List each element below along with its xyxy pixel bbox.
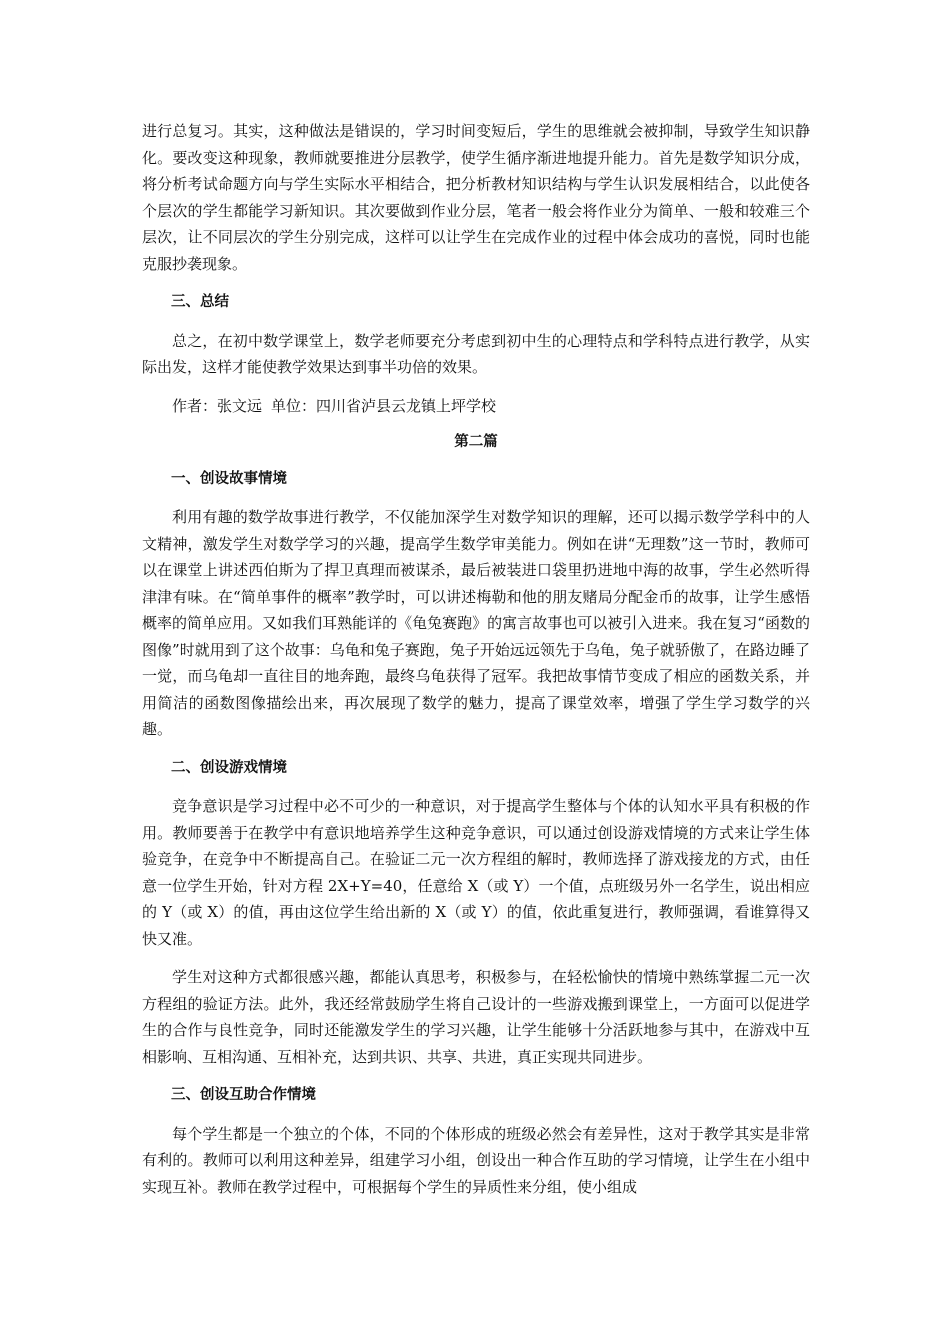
author-unit: 单位：四川省泸县云龙镇上坪学校 [271,396,497,415]
section-title: 第二篇 [454,434,498,450]
heading-story: 一、创设故事情境 [171,470,287,487]
paragraph-summary: 总之，在初中数学课堂上，数学老师要充分考虑到初中生的心理特点和学科特点进行教学，从实际出发，这样才能使教学效果达到事半功倍的效果。 [142,331,810,376]
author-line [142,393,810,420]
heading-game: 二、创设游戏情境 [171,759,287,776]
heading-summary: 三、总结 [171,294,229,310]
heading-cooperation: 三、创设互助合作情境 [171,1087,316,1103]
author-name: 作者：张文远 [172,396,263,415]
paragraph-cooperation: 每个学生都是一个独立的个体，不同的个体形成的班级必然会有差异性，这对于教学其实是非常有利的。教师可以利用这种差异，组建学习小组，创设出一种合作互助的学习情境，让学生在小组中实现互补。教师在教学过程中，可根据每个学生的异质性来分组，使小组成 [142,1124,810,1196]
paragraph-game-1: 竞争意识是学习过程中必不可少的一种意识，对于提高学生整体与个体的认知水平具有积极的作用。教师要善于在教学中有意识地培养学生这种竞争意识，可以通过创设游戏情境的方式来让学生体验竞争，在竞争中不断提高自己。在验证二元一次方程组的解时，教师选择了游戏接龙的方式，由任意一位学生开始，针对方程 2X+Y=40，任意给 X（或 Y）一个值，点班级另外一名学生，说出相应的 Y（或 X）的值，再由这位学生给出新的 X（或 Y）的值，依此重复进行，教师强调，看谁算得又快又准。 [142,797,810,948]
paragraph-game-2: 学生对这种方式都很感兴趣，都能认真思考，积极参与，在轻松愉快的情境中熟练掌握二元一次方程组的验证方法。此外，我还经常鼓励学生将自己设计的一些游戏搬到课堂上，一方面可以促进学生的合作与良性竞争，同时还能激发学生的学习兴趣，让学生能够十分活跃地参与其中，在游戏中互相影响、互相沟通、互相补充，达到共识、共享、共进，真正实现共同进步。 [142,968,810,1066]
document-page [142,118,810,1200]
paragraph-review: 进行总复习。其实，这种做法是错误的，学习时间变短后，学生的思维就会被抑制，导致学生知识静化。要改变这种现象，教师就要推进分层教学，使学生循序渐进地提升能力。首先是数学知识分成，将分析考试命题方向与学生实际水平相结合，把分析教材知识结构与学生认识发展相结合，以此使各个层次的学生都能学习新知识。其次要做到作业分层，笔者一般会将作业分为简单、一般和较难三个层次，让不同层次的学生分别完成，这样可以让学生在完成作业的过程中体会成功的喜悦，同时也能克服抄袭现象。 [142,122,810,273]
paragraph-story: 利用有趣的数学故事进行教学，不仅能加深学生对数学知识的理解，还可以揭示数学学科中的人文精神，激发学生对数学学习的兴趣，提高学生数学审美能力。例如在讲“无理数”这一节时，教师可以在课堂上讲述西伯斯为了捍卫真理而被谋杀，最后被装进口袋里扔进地中海的故事，学生必然听得津津有味。在“简单事件的概率”教学时，可以讲述梅勒和他的朋友赌局分配金币的故事，让学生感悟概率的简单应用。又如我们耳熟能详的《龟兔赛跑》的寓言故事也可以被引入进来。我在复习“函数的图像”时就用到了这个故事：乌龟和兔子赛跑，兔子开始远远领先于乌龟，兔子就骄傲了，在路边睡了一觉，而乌龟却一直往目的地奔跑，最终乌龟获得了冠军。我把故事情节变成了相应的函数关系，并用简洁的函数图像描绘出来，再次展现了数学的魅力，提高了课堂效率，增强了学生学习数学的兴趣。 [142,508,810,738]
